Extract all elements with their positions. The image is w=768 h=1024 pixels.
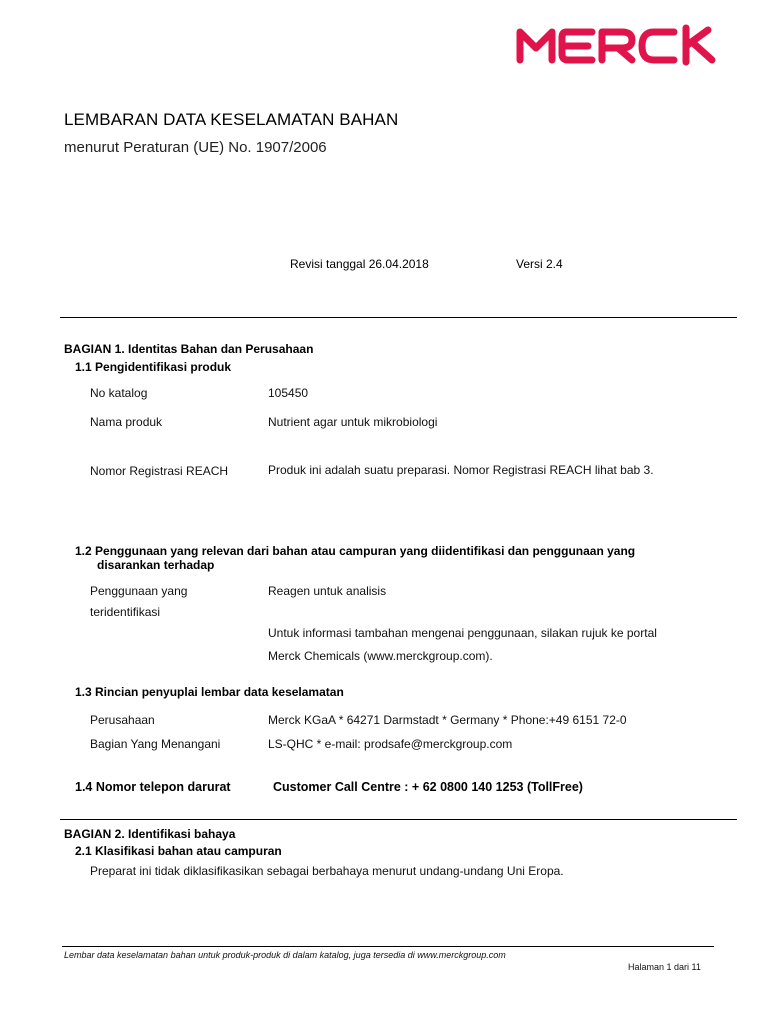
emergency-phone: Customer Call Centre : + 62 0800 140 1253 (TollFree) [273, 780, 583, 794]
field-value: Merck KGaA * 64271 Darmstadt * Germany * Phone:+49 6151 72-0 [268, 713, 627, 727]
subsection-2-1-heading: 2.1 Klasifikasi bahan atau campuran [75, 844, 282, 858]
section-1-heading: BAGIAN 1. Identitas Bahan dan Perusahaan [64, 342, 314, 356]
subsection-1-3-heading: 1.3 Rincian penyuplai lembar data keselamatan [75, 685, 344, 699]
field-label: No katalog [90, 386, 148, 400]
page-number: Halaman 1 dari 11 [628, 962, 701, 972]
footer-divider [62, 946, 714, 947]
merck-logo [514, 24, 736, 66]
subsection-1-4-heading: 1.4 Nomor telepon darurat [75, 780, 231, 794]
subsection-1-1-heading: 1.1 Pengidentifikasi produk [75, 360, 232, 374]
field-label: Penggunaan yang [90, 584, 188, 598]
section-2-heading: BAGIAN 2. Identifikasi bahaya [64, 827, 236, 841]
divider [60, 819, 737, 820]
document-title: LEMBARAN DATA KESELAMATAN BAHAN [64, 110, 399, 129]
field-value: LS-QHC * e-mail: prodsafe@merckgroup.com [268, 737, 513, 751]
info-text: Untuk informasi tambahan mengenai penggunaan, silakan rujuk ke portal Merck Chemicals (www.merckgroup.com). [268, 626, 657, 663]
field-label: Nomor Registrasi REACH [90, 464, 229, 478]
field-label: Bagian Yang Menangani [90, 737, 221, 751]
revision-date: Revisi tanggal 26.04.2018 [290, 257, 429, 271]
field-label: Perusahaan [90, 713, 155, 727]
field-value: Reagen untuk analisis [268, 584, 387, 598]
field-label: Nama produk [90, 415, 163, 429]
field-value: Produk ini adalah suatu preparasi. Nomor Registrasi REACH lihat bab 3. [268, 463, 654, 477]
document-subtitle: menurut Peraturan (UE) No. 1907/2006 [64, 139, 327, 156]
field-value: Nutrient agar untuk mikrobiologi [268, 415, 438, 429]
divider [60, 317, 737, 318]
field-value: 105450 [268, 386, 309, 400]
classification-text: Preparat ini tidak diklasifikasikan sebagai berbahaya menurut undang-undang Uni Eropa. [90, 864, 564, 878]
field-label-cont: teridentifikasi [90, 605, 161, 619]
footer-note: Lembar data keselamatan bahan untuk produk-produk di dalam katalog, juga tersedia di www.merckgroup.com [64, 950, 506, 960]
subsection-1-2-heading: 1.2 Penggunaan yang relevan dari bahan atau campuran yang diidentifikasi dan penggunaan yang [75, 544, 636, 558]
subsection-1-2-heading-cont: disarankan terhadap [97, 558, 215, 572]
version-label: Versi 2.4 [516, 257, 563, 271]
